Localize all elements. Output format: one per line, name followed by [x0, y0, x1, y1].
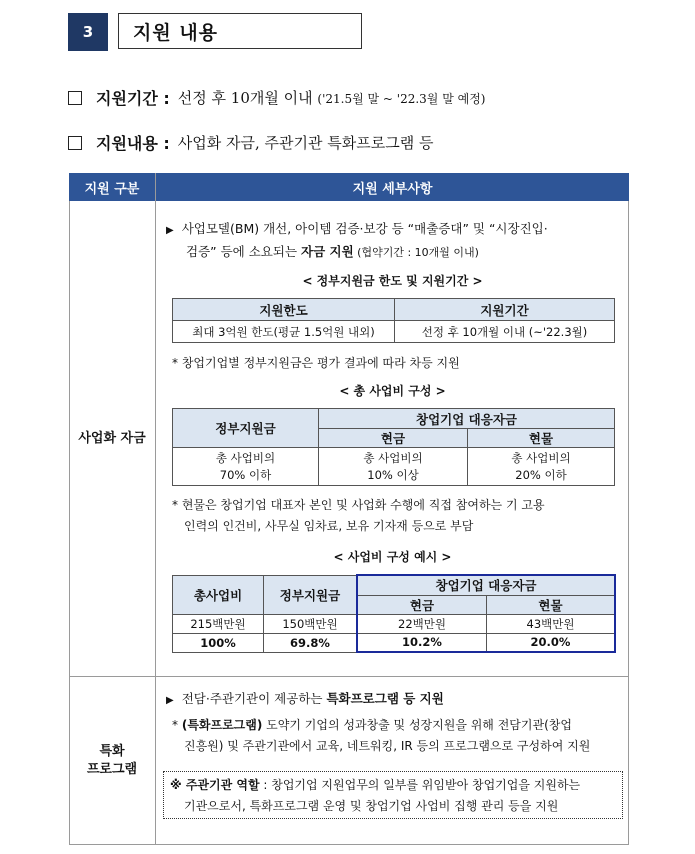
example-cash-header: 현금 [357, 595, 487, 614]
example-title: < 사업비 구성 예시 > [333, 550, 452, 564]
limit-note: * 창업기업별 정부지원금은 평가 결과에 따라 차등 지원 [172, 356, 460, 370]
cash-header: 현금 [319, 429, 468, 448]
period-value: 선정 후 10개월 이내 ('21.5월 말 ~ '22.3월 말 예정) [177, 89, 486, 107]
program-note: * (특화프로그램) 도약기 기업의 성과창출 및 성장지원을 위해 전담기관(창업 진흥원) 및 주관기관에서 교육, 네트워킹, IR 등의 프로그램으로 구성하여 지원 [172, 718, 591, 753]
header-category: 지원 구분 [69, 173, 155, 201]
content-line [68, 131, 433, 154]
example-total-amount: 215백만원 [173, 614, 264, 633]
example-matching-header: 창업기업 대응자금 [357, 575, 615, 595]
example-gov-pct: 69.8% [264, 633, 358, 652]
gov-ratio: 총 사업비의 70% 이하 [173, 448, 319, 486]
triangle-bullet-icon: ▶ [166, 695, 174, 706]
example-inkind-header: 현물 [487, 595, 616, 614]
inkind-note: * 현물은 창업기업 대표자 본인 및 사업화 수행에 직접 참여하는 기 고용 인력의 인건비, 사무실 임차료, 보유 기자재 등으로 부담 [172, 498, 545, 533]
composition-table [172, 408, 615, 486]
header-details: 지원 세부사항 [156, 173, 629, 201]
limit-value: 최대 3억원 한도(평균 1.5억원 내외) [173, 321, 395, 343]
category-funding: 사업화 자금 [78, 431, 146, 446]
example-total-pct: 100% [173, 633, 264, 652]
example-inkind-amount: 43백만원 [487, 614, 616, 633]
checkbox-square-icon [68, 136, 82, 150]
example-inkind-pct: 20.0% [487, 633, 616, 652]
triangle-bullet-icon: ▶ [166, 225, 174, 236]
period-header: 지원기간 [395, 299, 615, 321]
inkind-header: 현물 [468, 429, 615, 448]
example-gov-amount: 150백만원 [264, 614, 358, 633]
content-label: 지원내용 : [96, 134, 170, 153]
limit-header: 지원한도 [173, 299, 395, 321]
content-value: 사업화 자금, 주관기관 특화프로그램 등 [177, 134, 434, 152]
funding-description: ▶ 사업모델(BM) 개선, 아이템 검증·보강 등 “매출증대” 및 “시장진입· 검증” 등에 소요되는 자금 지원 (협약기간 : 10개월 이내) [166, 221, 548, 259]
gov-header: 정부지원금 [173, 409, 319, 448]
composition-title: < 총 사업비 구성 > [339, 384, 446, 398]
total-header: 총사업비 [173, 575, 264, 614]
limit-title: < 정부지원금 한도 및 지원기간 > [302, 274, 483, 288]
category-program: 특화 프로그램 [86, 744, 138, 777]
period-line [68, 86, 485, 109]
cash-ratio: 총 사업비의 10% 이상 [319, 448, 468, 486]
period-label: 지원기간 : [96, 89, 170, 108]
period-value-cell: 선정 후 10개월 이내 (~'22.3월) [395, 321, 615, 343]
limit-table [172, 298, 615, 343]
example-cash-pct: 10.2% [357, 633, 487, 652]
program-description: ▶ 전담·주관기관이 제공하는 특화프로그램 등 지원 [166, 691, 444, 706]
host-role-box: ※ 주관기관 역할 : 창업기업 지원업무의 일부를 위임받아 창업기업을 지원하는 기관으로서, 특화프로그램 운영 및 창업기업 사업비 집행 관리 등을 지원 [163, 771, 623, 819]
inkind-ratio: 총 사업비의 20% 이하 [468, 448, 615, 486]
matching-header: 창업기업 대응자금 [319, 409, 615, 429]
checkbox-square-icon [68, 91, 82, 105]
section-title: 지원 내용 [118, 13, 362, 49]
example-table [172, 574, 616, 653]
section-number: 3 [68, 13, 108, 51]
example-cash-amount: 22백만원 [357, 614, 487, 633]
example-gov-header: 정부지원금 [264, 575, 358, 614]
divider [69, 676, 629, 677]
